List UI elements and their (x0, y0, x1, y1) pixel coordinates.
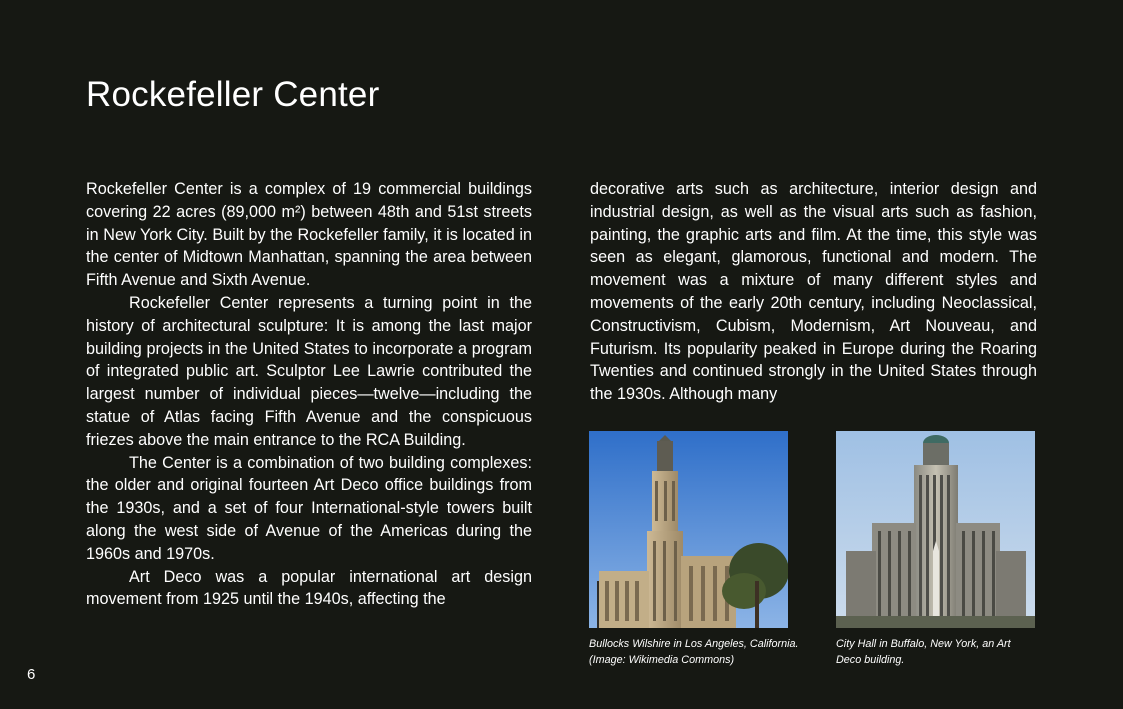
figure-bullocks-wilshire (589, 431, 799, 668)
paragraph: decorative arts such as architecture, interior design and industrial design, as well as the visual arts such as fashion, painting, the graphic arts and film. At the time, this style was seen as elegant, glamorous, functional and modern. The movement was a mixture of many different styles and movements of the early 20th century, including Neoclassical, Constructivism, Cubism, Modernism, Art Nouveau, and Futurism. Its popularity peaked in Europe during the Roaring Twenties and continued strongly in the United States through the 1930s. Although many (590, 180, 1037, 404)
buffalo-city-hall-photo (836, 431, 1035, 628)
paragraph: Rockefeller Center represents a turning point in the history of architectural sculpture: It is among the last major building projects in the United States to incorporate a program of integrated public art. Sculptor Lee Lawrie contributed the largest number of individual pieces—twelve—including the statue of Atlas facing Fifth Avenue and the conspicuous friezes above the main entrance to the RCA Building. (86, 293, 532, 449)
paragraph: Rockefeller Center is a complex of 19 commercial buildings covering 22 acres (89,000 m²) between 48th and 51st streets in New York City. Built by the Rockefeller family, it is located in the center of Midtown Manhattan, spanning the area between Fifth Avenue and Sixth Avenue. (86, 180, 532, 290)
right-text-column (590, 178, 1037, 406)
figure-caption: Bullocks Wilshire in Los Angeles, California. (Image: Wikimedia Commons) (589, 638, 799, 666)
paragraph: The Center is a combination of two building complexes: the older and original fourteen Art Deco office buildings from the 1930s, and a set of four International-style towers built along the west side of Avenue of the Americas during the 1960s and 1970s. (86, 453, 532, 563)
figure-buffalo-city-hall (836, 431, 1036, 668)
paragraph: Art Deco was a popular international art design movement from 1925 until the 1940s, affecting the (86, 567, 532, 609)
page-title: Rockefeller Center (86, 75, 380, 114)
page-number: 6 (27, 666, 36, 683)
figure-caption: City Hall in Buffalo, New York, an Art Deco building. (836, 638, 1011, 666)
bullocks-wilshire-photo (589, 431, 788, 628)
left-text-column (86, 178, 532, 611)
